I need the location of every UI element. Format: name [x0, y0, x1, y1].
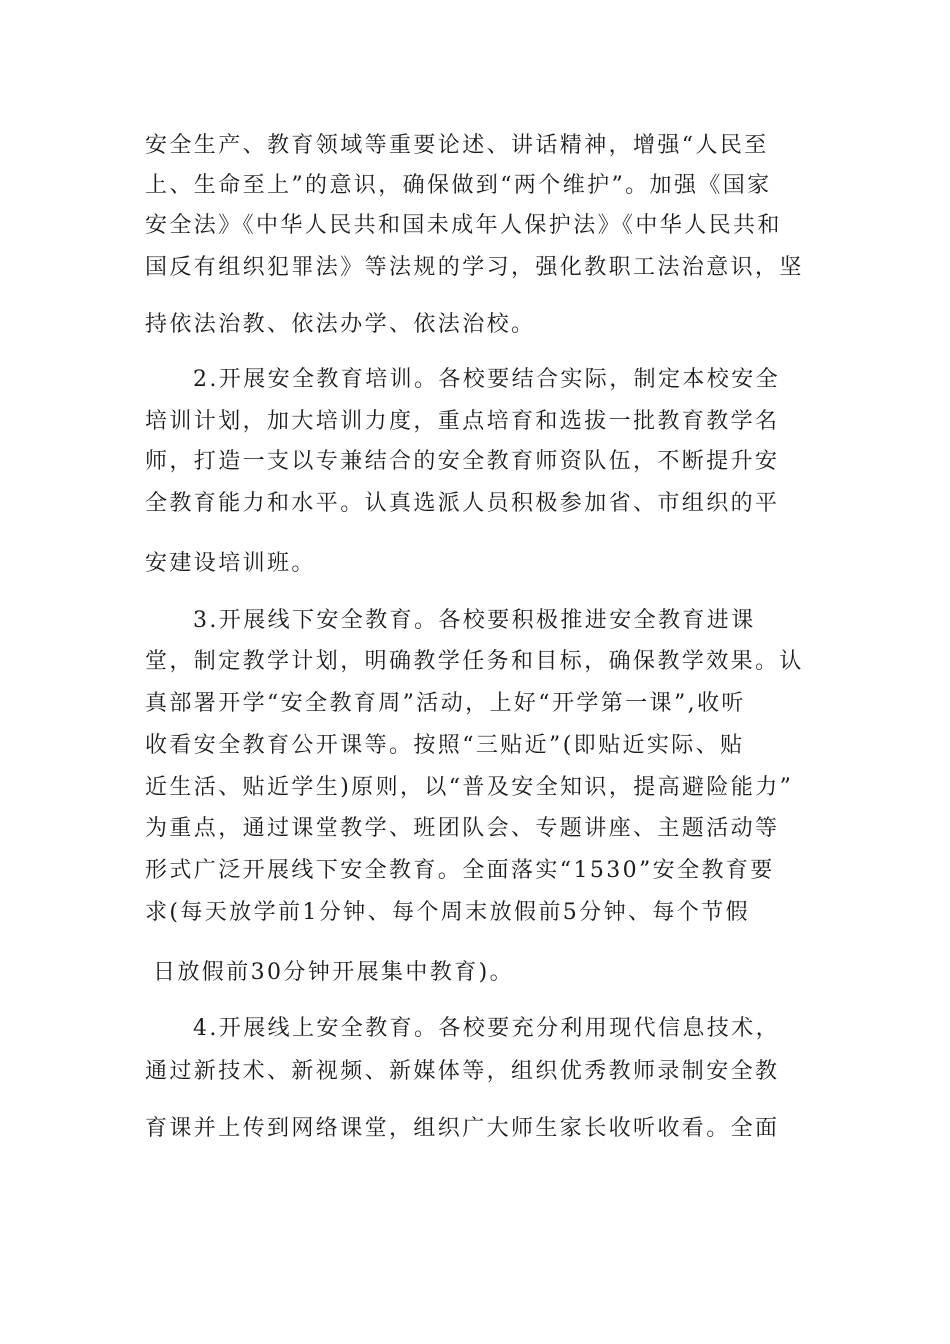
text-line: 育课并上传到网络课堂，组织广大师生家长收听收看。全面 — [145, 1116, 780, 1141]
text-line: 国反有组织犯罪法》等法规的学习，强化教职工法治意识，坚 — [145, 255, 804, 280]
text-line: 持依法治教、依法办学、依法治校。 — [145, 312, 536, 337]
text-line: 近生活、贴近学生)原则，以“普及安全知识，提高避险能力” — [145, 775, 794, 800]
text-line: 上、生命至上”的意识，确保做到“两个维护”。加强《国家 — [145, 173, 772, 198]
text-line: 求(每天放学前1分钟、每个周末放假前5分钟、每个节假 — [145, 900, 750, 925]
text-line: 真部署开学“安全教育周”活动，上好“开学第一课”,收听 — [145, 691, 746, 716]
paragraph-3-heading-line: 3.开展线下安全教育。各校要积极推进安全教育进课 — [193, 608, 756, 633]
text-line: 安全法》《中华人民共和国未成年人保护法》《中华人民共和 — [145, 213, 782, 238]
paragraph-4-heading-line: 4.开展线上安全教育。各校要充分利用现代信息技术， — [193, 1016, 780, 1041]
text-line: 安全生产、教育领域等重要论述、讲话精神，增强“人民至 — [145, 133, 769, 158]
text-line: 收看安全教育公开课等。按照“三贴近”(即贴近实际、贴 — [145, 733, 745, 758]
text-line: 日放假前30分钟开展集中教育)。 — [153, 960, 514, 985]
text-line: 全教育能力和水平。认真选派人员积极参加省、市组织的平 — [145, 491, 780, 516]
text-line: 安建设培训班。 — [145, 551, 316, 576]
text-line: 通过新技术、新视频、新媒体等，组织优秀教师录制安全教 — [145, 1059, 780, 1084]
paragraph-2-heading-line: 2.开展安全教育培训。各校要结合实际，制定本校安全 — [193, 367, 780, 392]
text-line: 师，打造一支以专兼结合的安全教育师资队伍，不断提升安 — [145, 449, 780, 474]
text-line: 为重点，通过课堂教学、班团队会、专题讲座、主题活动等 — [145, 816, 780, 841]
text-line: 堂，制定教学计划，明确教学任务和目标，确保教学效果。认 — [145, 649, 804, 674]
text-line: 培训计划，加大培训力度，重点培育和选拔一批教育教学名 — [145, 409, 780, 434]
text-line: 形式广泛开展线下安全教育。全面落实“1530”安全教育要 — [145, 858, 775, 883]
